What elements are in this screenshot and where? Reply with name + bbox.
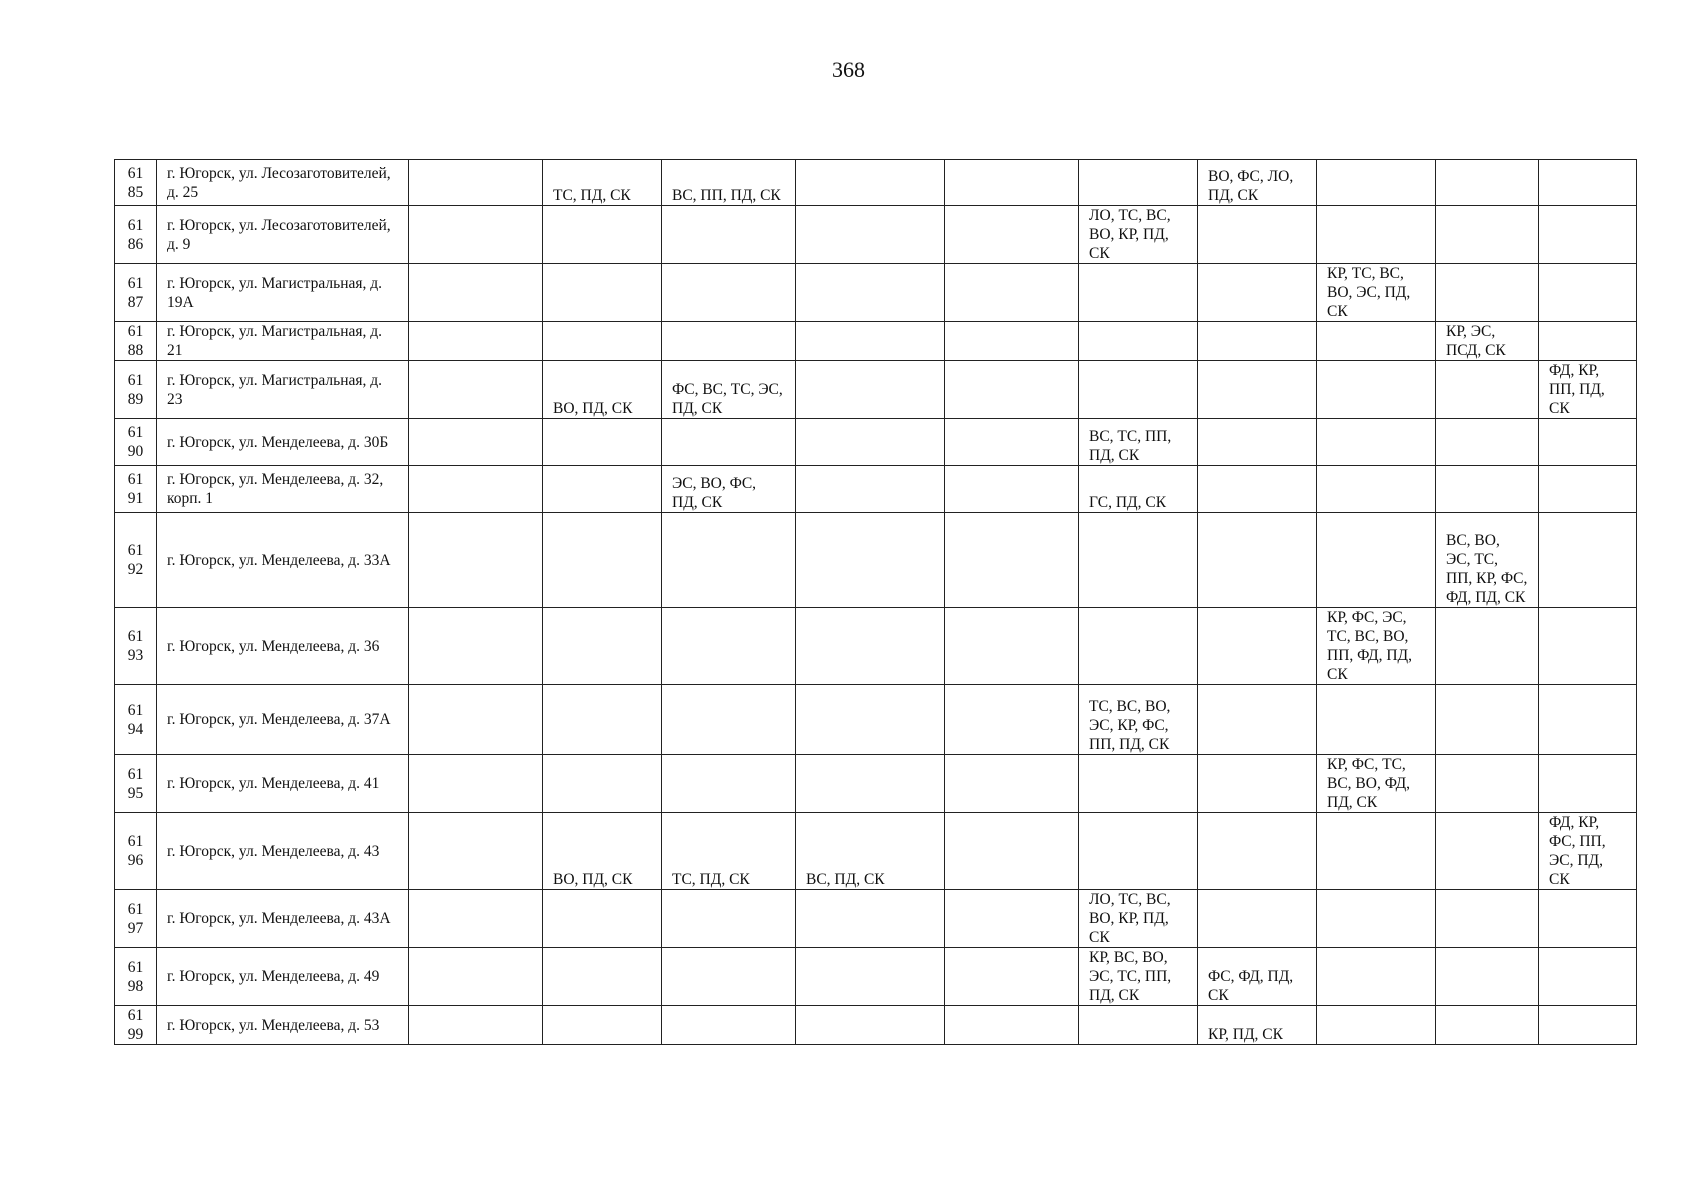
table-cell bbox=[662, 890, 796, 948]
table-cell bbox=[1317, 890, 1436, 948]
table-cell bbox=[662, 685, 796, 755]
address-cell: г. Югорск, ул. Менделеева, д. 33А bbox=[157, 513, 409, 608]
table-cell: ФД, КР, ФС, ПП, ЭС, ПД, СК bbox=[1539, 813, 1637, 890]
row-number: 61 99 bbox=[115, 1006, 157, 1045]
table-cell: ФС, ВС, ТС, ЭС, ПД, СК bbox=[662, 361, 796, 419]
table-cell: ВС, ВО, ЭС, ТС, ПП, КР, ФС, ФД, ПД, СК bbox=[1436, 513, 1539, 608]
table-cell bbox=[1436, 361, 1539, 419]
table-cell bbox=[409, 755, 543, 813]
address-cell: г. Югорск, ул. Магистральная, д. 19А bbox=[157, 264, 409, 322]
table-cell: ВС, ПП, ПД, СК bbox=[662, 160, 796, 206]
table-cell bbox=[1317, 206, 1436, 264]
table-cell bbox=[409, 322, 543, 361]
table-cell bbox=[945, 890, 1079, 948]
address-cell: г. Югорск, ул. Менделеева, д. 43А bbox=[157, 890, 409, 948]
table-cell bbox=[1539, 685, 1637, 755]
table-cell: КР, ФС, ТС, ВС, ВО, ФД, ПД, СК bbox=[1317, 755, 1436, 813]
table-cell bbox=[796, 1006, 945, 1045]
table-cell bbox=[796, 755, 945, 813]
table-cell bbox=[796, 419, 945, 466]
table-cell bbox=[1317, 466, 1436, 513]
table-cell bbox=[409, 160, 543, 206]
row-number: 61 90 bbox=[115, 419, 157, 466]
table-cell bbox=[409, 513, 543, 608]
table-cell: КР, ВС, ВО, ЭС, ТС, ПП, ПД, СК bbox=[1079, 948, 1198, 1006]
table-cell bbox=[945, 160, 1079, 206]
table-cell bbox=[796, 466, 945, 513]
table-cell bbox=[409, 206, 543, 264]
address-cell: г. Югорск, ул. Менделеева, д. 37А bbox=[157, 685, 409, 755]
table-cell bbox=[409, 948, 543, 1006]
table-cell bbox=[796, 160, 945, 206]
table-cell bbox=[796, 890, 945, 948]
row-number: 61 89 bbox=[115, 361, 157, 419]
address-cell: г. Югорск, ул. Лесозаготовителей, д. 25 bbox=[157, 160, 409, 206]
table-cell bbox=[1539, 1006, 1637, 1045]
table-cell bbox=[796, 322, 945, 361]
table-cell bbox=[1198, 813, 1317, 890]
table-cell bbox=[1317, 513, 1436, 608]
table-cell: ВС, ПД, СК bbox=[796, 813, 945, 890]
table-cell bbox=[1436, 466, 1539, 513]
table-row bbox=[115, 755, 1637, 813]
table-cell bbox=[662, 264, 796, 322]
table-cell bbox=[945, 1006, 1079, 1045]
table-cell bbox=[796, 948, 945, 1006]
table-cell bbox=[543, 1006, 662, 1045]
table-row bbox=[115, 206, 1637, 264]
table-cell bbox=[409, 419, 543, 466]
table-cell bbox=[543, 890, 662, 948]
table-row bbox=[115, 608, 1637, 685]
table-cell bbox=[1436, 1006, 1539, 1045]
table-cell bbox=[1079, 361, 1198, 419]
table-cell bbox=[1436, 813, 1539, 890]
table-cell bbox=[1436, 206, 1539, 264]
address-cell: г. Югорск, ул. Лесозаготовителей, д. 9 bbox=[157, 206, 409, 264]
table-cell bbox=[662, 419, 796, 466]
table-cell bbox=[945, 813, 1079, 890]
table-row bbox=[115, 466, 1637, 513]
table-cell bbox=[1317, 419, 1436, 466]
table-cell bbox=[1436, 160, 1539, 206]
table-cell bbox=[1198, 264, 1317, 322]
table-cell bbox=[1079, 608, 1198, 685]
table-cell: ФД, КР, ПП, ПД, СК bbox=[1539, 361, 1637, 419]
row-number: 61 95 bbox=[115, 755, 157, 813]
table-cell bbox=[409, 813, 543, 890]
table-cell bbox=[945, 608, 1079, 685]
table-cell bbox=[1436, 890, 1539, 948]
table-cell bbox=[1436, 755, 1539, 813]
table-cell bbox=[1539, 322, 1637, 361]
address-cell: г. Югорск, ул. Магистральная, д. 21 bbox=[157, 322, 409, 361]
table-cell bbox=[1079, 160, 1198, 206]
table-row bbox=[115, 322, 1637, 361]
table-cell bbox=[1436, 264, 1539, 322]
table-cell bbox=[662, 1006, 796, 1045]
table-cell bbox=[796, 206, 945, 264]
table-cell bbox=[662, 513, 796, 608]
table-cell: ТС, ПД, СК bbox=[662, 813, 796, 890]
table-cell bbox=[1079, 322, 1198, 361]
table-cell bbox=[543, 513, 662, 608]
table-cell: ТС, ВС, ВО, ЭС, КР, ФС, ПП, ПД, СК bbox=[1079, 685, 1198, 755]
table-cell bbox=[1198, 608, 1317, 685]
table-cell: ЭС, ВО, ФС, ПД, СК bbox=[662, 466, 796, 513]
table-cell bbox=[1079, 513, 1198, 608]
table-cell bbox=[1436, 948, 1539, 1006]
table-cell bbox=[662, 755, 796, 813]
table-cell bbox=[945, 419, 1079, 466]
table-cell: ФС, ФД, ПД, СК bbox=[1198, 948, 1317, 1006]
table-cell bbox=[543, 419, 662, 466]
table-cell bbox=[1436, 419, 1539, 466]
row-number: 61 85 bbox=[115, 160, 157, 206]
table-cell bbox=[543, 466, 662, 513]
table-row bbox=[115, 948, 1637, 1006]
table-cell bbox=[1539, 948, 1637, 1006]
table-cell bbox=[1317, 948, 1436, 1006]
table-cell bbox=[662, 206, 796, 264]
table-cell: ГС, ПД, СК bbox=[1079, 466, 1198, 513]
row-number: 61 96 bbox=[115, 813, 157, 890]
address-cell: г. Югорск, ул. Менделеева, д. 53 bbox=[157, 1006, 409, 1045]
table-cell bbox=[796, 264, 945, 322]
table-cell bbox=[945, 206, 1079, 264]
table-cell bbox=[1198, 419, 1317, 466]
table-cell bbox=[1079, 813, 1198, 890]
table-cell bbox=[1198, 513, 1317, 608]
table-cell bbox=[796, 513, 945, 608]
table-row bbox=[115, 361, 1637, 419]
table-cell bbox=[1198, 890, 1317, 948]
table-cell bbox=[1079, 755, 1198, 813]
table-cell bbox=[796, 685, 945, 755]
table-row bbox=[115, 685, 1637, 755]
table-cell bbox=[543, 608, 662, 685]
table-cell bbox=[409, 1006, 543, 1045]
table-cell bbox=[1539, 513, 1637, 608]
row-number: 61 88 bbox=[115, 322, 157, 361]
table-cell: КР, ПД, СК bbox=[1198, 1006, 1317, 1045]
table-cell bbox=[409, 466, 543, 513]
table-cell bbox=[662, 948, 796, 1006]
table-cell bbox=[945, 322, 1079, 361]
row-number: 61 97 bbox=[115, 890, 157, 948]
table-cell: ЛО, ТС, ВС, ВО, КР, ПД, СК bbox=[1079, 206, 1198, 264]
table-cell bbox=[543, 685, 662, 755]
table-cell bbox=[945, 264, 1079, 322]
table-cell bbox=[1317, 813, 1436, 890]
table-cell: ТС, ПД, СК bbox=[543, 160, 662, 206]
table-cell bbox=[543, 755, 662, 813]
table-cell bbox=[1317, 1006, 1436, 1045]
table-cell bbox=[409, 361, 543, 419]
table-cell bbox=[945, 685, 1079, 755]
row-number: 61 91 bbox=[115, 466, 157, 513]
table-cell bbox=[1539, 264, 1637, 322]
table-body bbox=[115, 160, 1637, 1045]
table-cell bbox=[409, 264, 543, 322]
row-number: 61 92 bbox=[115, 513, 157, 608]
table-cell bbox=[1079, 1006, 1198, 1045]
table-cell bbox=[1198, 322, 1317, 361]
table-cell bbox=[945, 948, 1079, 1006]
table-cell bbox=[1539, 608, 1637, 685]
table-cell bbox=[662, 322, 796, 361]
table-cell bbox=[945, 755, 1079, 813]
address-cell: г. Югорск, ул. Менделеева, д. 36 bbox=[157, 608, 409, 685]
table-cell bbox=[1539, 890, 1637, 948]
table-cell: ВО, ФС, ЛО, ПД, СК bbox=[1198, 160, 1317, 206]
row-number: 61 87 bbox=[115, 264, 157, 322]
table-cell bbox=[945, 466, 1079, 513]
address-cell: г. Югорск, ул. Менделеева, д. 41 bbox=[157, 755, 409, 813]
table-cell bbox=[1317, 160, 1436, 206]
table-cell bbox=[1539, 755, 1637, 813]
table-cell bbox=[796, 608, 945, 685]
table-cell bbox=[1317, 361, 1436, 419]
table-cell bbox=[1317, 322, 1436, 361]
table-cell: КР, ФС, ЭС, ТС, ВС, ВО, ПП, ФД, ПД, СК bbox=[1317, 608, 1436, 685]
table-cell: ВО, ПД, СК bbox=[543, 813, 662, 890]
table-cell bbox=[1198, 755, 1317, 813]
table-cell bbox=[1539, 160, 1637, 206]
row-number: 61 93 bbox=[115, 608, 157, 685]
table-cell: ЛО, ТС, ВС, ВО, КР, ПД, СК bbox=[1079, 890, 1198, 948]
table-cell bbox=[543, 948, 662, 1006]
address-cell: г. Югорск, ул. Менделеева, д. 30Б bbox=[157, 419, 409, 466]
row-number: 61 94 bbox=[115, 685, 157, 755]
table-row bbox=[115, 160, 1637, 206]
table-cell bbox=[1198, 685, 1317, 755]
table-cell bbox=[409, 890, 543, 948]
table-cell bbox=[796, 361, 945, 419]
table-cell: ВС, ТС, ПП, ПД, СК bbox=[1079, 419, 1198, 466]
table-row bbox=[115, 813, 1637, 890]
table-cell bbox=[1436, 685, 1539, 755]
page-number: 368 bbox=[832, 57, 865, 82]
table-cell bbox=[945, 361, 1079, 419]
row-number: 61 98 bbox=[115, 948, 157, 1006]
table-cell bbox=[543, 322, 662, 361]
table-cell bbox=[1539, 206, 1637, 264]
table-row bbox=[115, 419, 1637, 466]
row-number: 61 86 bbox=[115, 206, 157, 264]
address-cell: г. Югорск, ул. Магистральная, д. 23 bbox=[157, 361, 409, 419]
table-cell: КР, ЭС, ПСД, СК bbox=[1436, 322, 1539, 361]
registry-table bbox=[114, 159, 1637, 1045]
table-row bbox=[115, 264, 1637, 322]
table-row bbox=[115, 890, 1637, 948]
table-cell: КР, ТС, ВС, ВО, ЭС, ПД, СК bbox=[1317, 264, 1436, 322]
table-cell bbox=[1198, 466, 1317, 513]
table-cell bbox=[1436, 608, 1539, 685]
table-cell bbox=[1539, 466, 1637, 513]
table-cell bbox=[1198, 361, 1317, 419]
table-cell bbox=[1317, 685, 1436, 755]
table-cell bbox=[1539, 419, 1637, 466]
table-row bbox=[115, 513, 1637, 608]
table-cell bbox=[543, 264, 662, 322]
table-row bbox=[115, 1006, 1637, 1045]
table-cell bbox=[1198, 206, 1317, 264]
table-cell bbox=[945, 513, 1079, 608]
table-cell bbox=[543, 206, 662, 264]
table-cell bbox=[409, 685, 543, 755]
address-cell: г. Югорск, ул. Менделеева, д. 43 bbox=[157, 813, 409, 890]
address-cell: г. Югорск, ул. Менделеева, д. 32, корп. 1 bbox=[157, 466, 409, 513]
table-cell bbox=[409, 608, 543, 685]
table-cell bbox=[662, 608, 796, 685]
table-cell bbox=[1079, 264, 1198, 322]
table-cell: ВО, ПД, СК bbox=[543, 361, 662, 419]
address-cell: г. Югорск, ул. Менделеева, д. 49 bbox=[157, 948, 409, 1006]
